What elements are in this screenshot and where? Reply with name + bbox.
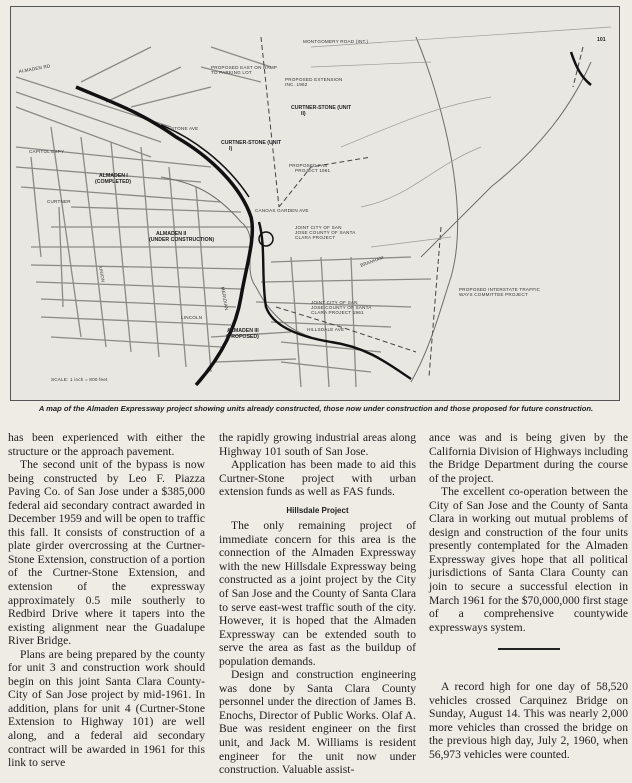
- map-label-proposed-interstate: PROPOSED INTERSTATE TRAFFIC WAYS COMMITTEE PROJECT: [459, 287, 541, 297]
- figure-caption: A map of the Almaden Expressway project showing units already constructed, those now under construction and those proposed for future construction.: [38, 404, 594, 413]
- map-label-proposed-onramp: PROPOSED EAST ON RAMP TO PARKING LOT: [211, 65, 278, 75]
- map-label-almaden-unit3: ALMADEN III (PROPOSED): [226, 328, 259, 340]
- map-label-branham: BRANHAM: [359, 254, 385, 268]
- paragraph: Design and construction engineering was done by Santa Clara County personnel under the direction of James B. Enochs, Director of Public Works. Olaf A. Bue was resident engineer on the first unit, and Jack M. Williams is resident engineer for the unit now under construction. Valuable assist-: [219, 668, 416, 777]
- column-3: [429, 431, 628, 761]
- map-label-cs-unit2: CURTNER-STONE (UNIT II): [291, 105, 352, 117]
- expressway-map: [10, 6, 620, 401]
- map-label-cs-unit1: CURTNER-STONE (UNIT I): [221, 140, 282, 152]
- map-label-hillsdale: HILLSDALE AVE: [307, 327, 345, 332]
- map-label-stone-ave: STONE AVE: [171, 126, 199, 131]
- paragraph: The excellent co-operation between the City of San Jose and the County of Santa Clara in working out mutual problems of design and construction of the four units presently contemplated for the Almaden Expressway gives hope that all political jurisdictions of Santa Clara County can join to secure a successful election in March 1961 for the $70,000,000 first stage of a comprehensive countywide expressways system.: [429, 485, 628, 634]
- map-label-meridian: MERIDIAN: [220, 286, 230, 311]
- map-label-montgomery: MONTGOMERY ROAD (INT.): [303, 39, 369, 44]
- paragraph: Application has been made to aid this Curtner-Stone project with urban extension funds as well as FAS funds.: [219, 458, 416, 499]
- column-2: [219, 431, 416, 777]
- column-1: [8, 431, 205, 770]
- paragraph: the rapidly growing industrial areas along Highway 101 south of San Jose.: [219, 431, 416, 458]
- map-label-hwy101: 101: [597, 37, 606, 43]
- map-label-canoas: CANOAS GARDEN AVE: [255, 208, 309, 213]
- map-label-scale: SCALE: 1 inch = 800 feet: [51, 377, 108, 382]
- map-label-proposed-ext: PROPOSED EXTENSION INC. 1962: [285, 77, 343, 87]
- map-label-capitol: CAPITOL EXPY: [29, 149, 65, 154]
- map-label-curtner: CURTNER: [47, 199, 71, 204]
- map-label-proposed-fas: PROPOSED FAS PROJECT 1961: [289, 163, 331, 173]
- map-label-union: UNION: [98, 266, 106, 283]
- map-label-joint-project-1: JOINT CITY OF SAN JOSE COUNTY OF SANTA CLARA PROJECT: [295, 225, 356, 240]
- section-divider: [498, 648, 560, 650]
- section-heading: Hillsdale Project: [286, 505, 349, 515]
- paragraph: A record high for one day of 58,520 vehicles crossed Carquinez Bridge on Sunday, August 14. This was nearly 2,000 more vehicles than crossed the bridge on the previous high day, July 2, 1960, when 56,973 vehicles were counted.: [429, 680, 628, 761]
- paragraph: The second unit of the bypass is now being constructed by Leo F. Piazza Paving Co. of San Jose under a $385,000 federal aid secondary contract awarded in December 1959 and will be open to traffic this fall. It consists of construction of a plate girder overcrossing at the Curtner-Stone Extension, construction of a portion of the Curtner-Stone Extension, and extension of the expressway approximately 0.5 mile southerly to Redbird Drive where it tapers into the existing alignment near the Guadalupe River Bridge.: [8, 458, 205, 648]
- paragraph: ance was and is being given by the California Division of Highways including the Bridge Department during the course of the project.: [429, 431, 629, 485]
- paragraph: has been experienced with either the structure or the approach pavement.: [8, 431, 205, 458]
- map-label-almaden-unit1: ALMADEN I (COMPLETED): [95, 173, 132, 185]
- map-drawing: [11, 7, 619, 400]
- paragraph: The only remaining project of immediate concern for this area is the connection of the Almaden Expressway with the new Hillsdale Expressway being constructed as a joint project by the City of San Jose and the County of Santa Clara to serve east-west traffic south of the city. However, it is hoped that the Almaden Expressway can be extended south to serve the area as fast as the buildup of population demands.: [219, 519, 416, 668]
- map-label-almaden-unit2: ALMADEN II (UNDER CONSTRUCTION): [149, 231, 215, 243]
- map-label-almaden-rd: ALMADEN RD: [18, 63, 51, 74]
- map-label-lincoln: LINCOLN: [181, 315, 203, 320]
- map-label-joint-project-2: JOINT CITY OF SAN JOSE COUNTY OF SANTA CLARA PROJECT 1961: [311, 300, 372, 315]
- paragraph: Plans are being prepared by the county for unit 3 and construction work should begin on this joint Santa Clara County-City of San Jose project by mid-1961. In addition, plans for unit 4 (Curtner-Stone Extension to Highway 101) are well along, and a federal aid secondary contract will be awarded in 1961 for this link to serve: [8, 647, 205, 770]
